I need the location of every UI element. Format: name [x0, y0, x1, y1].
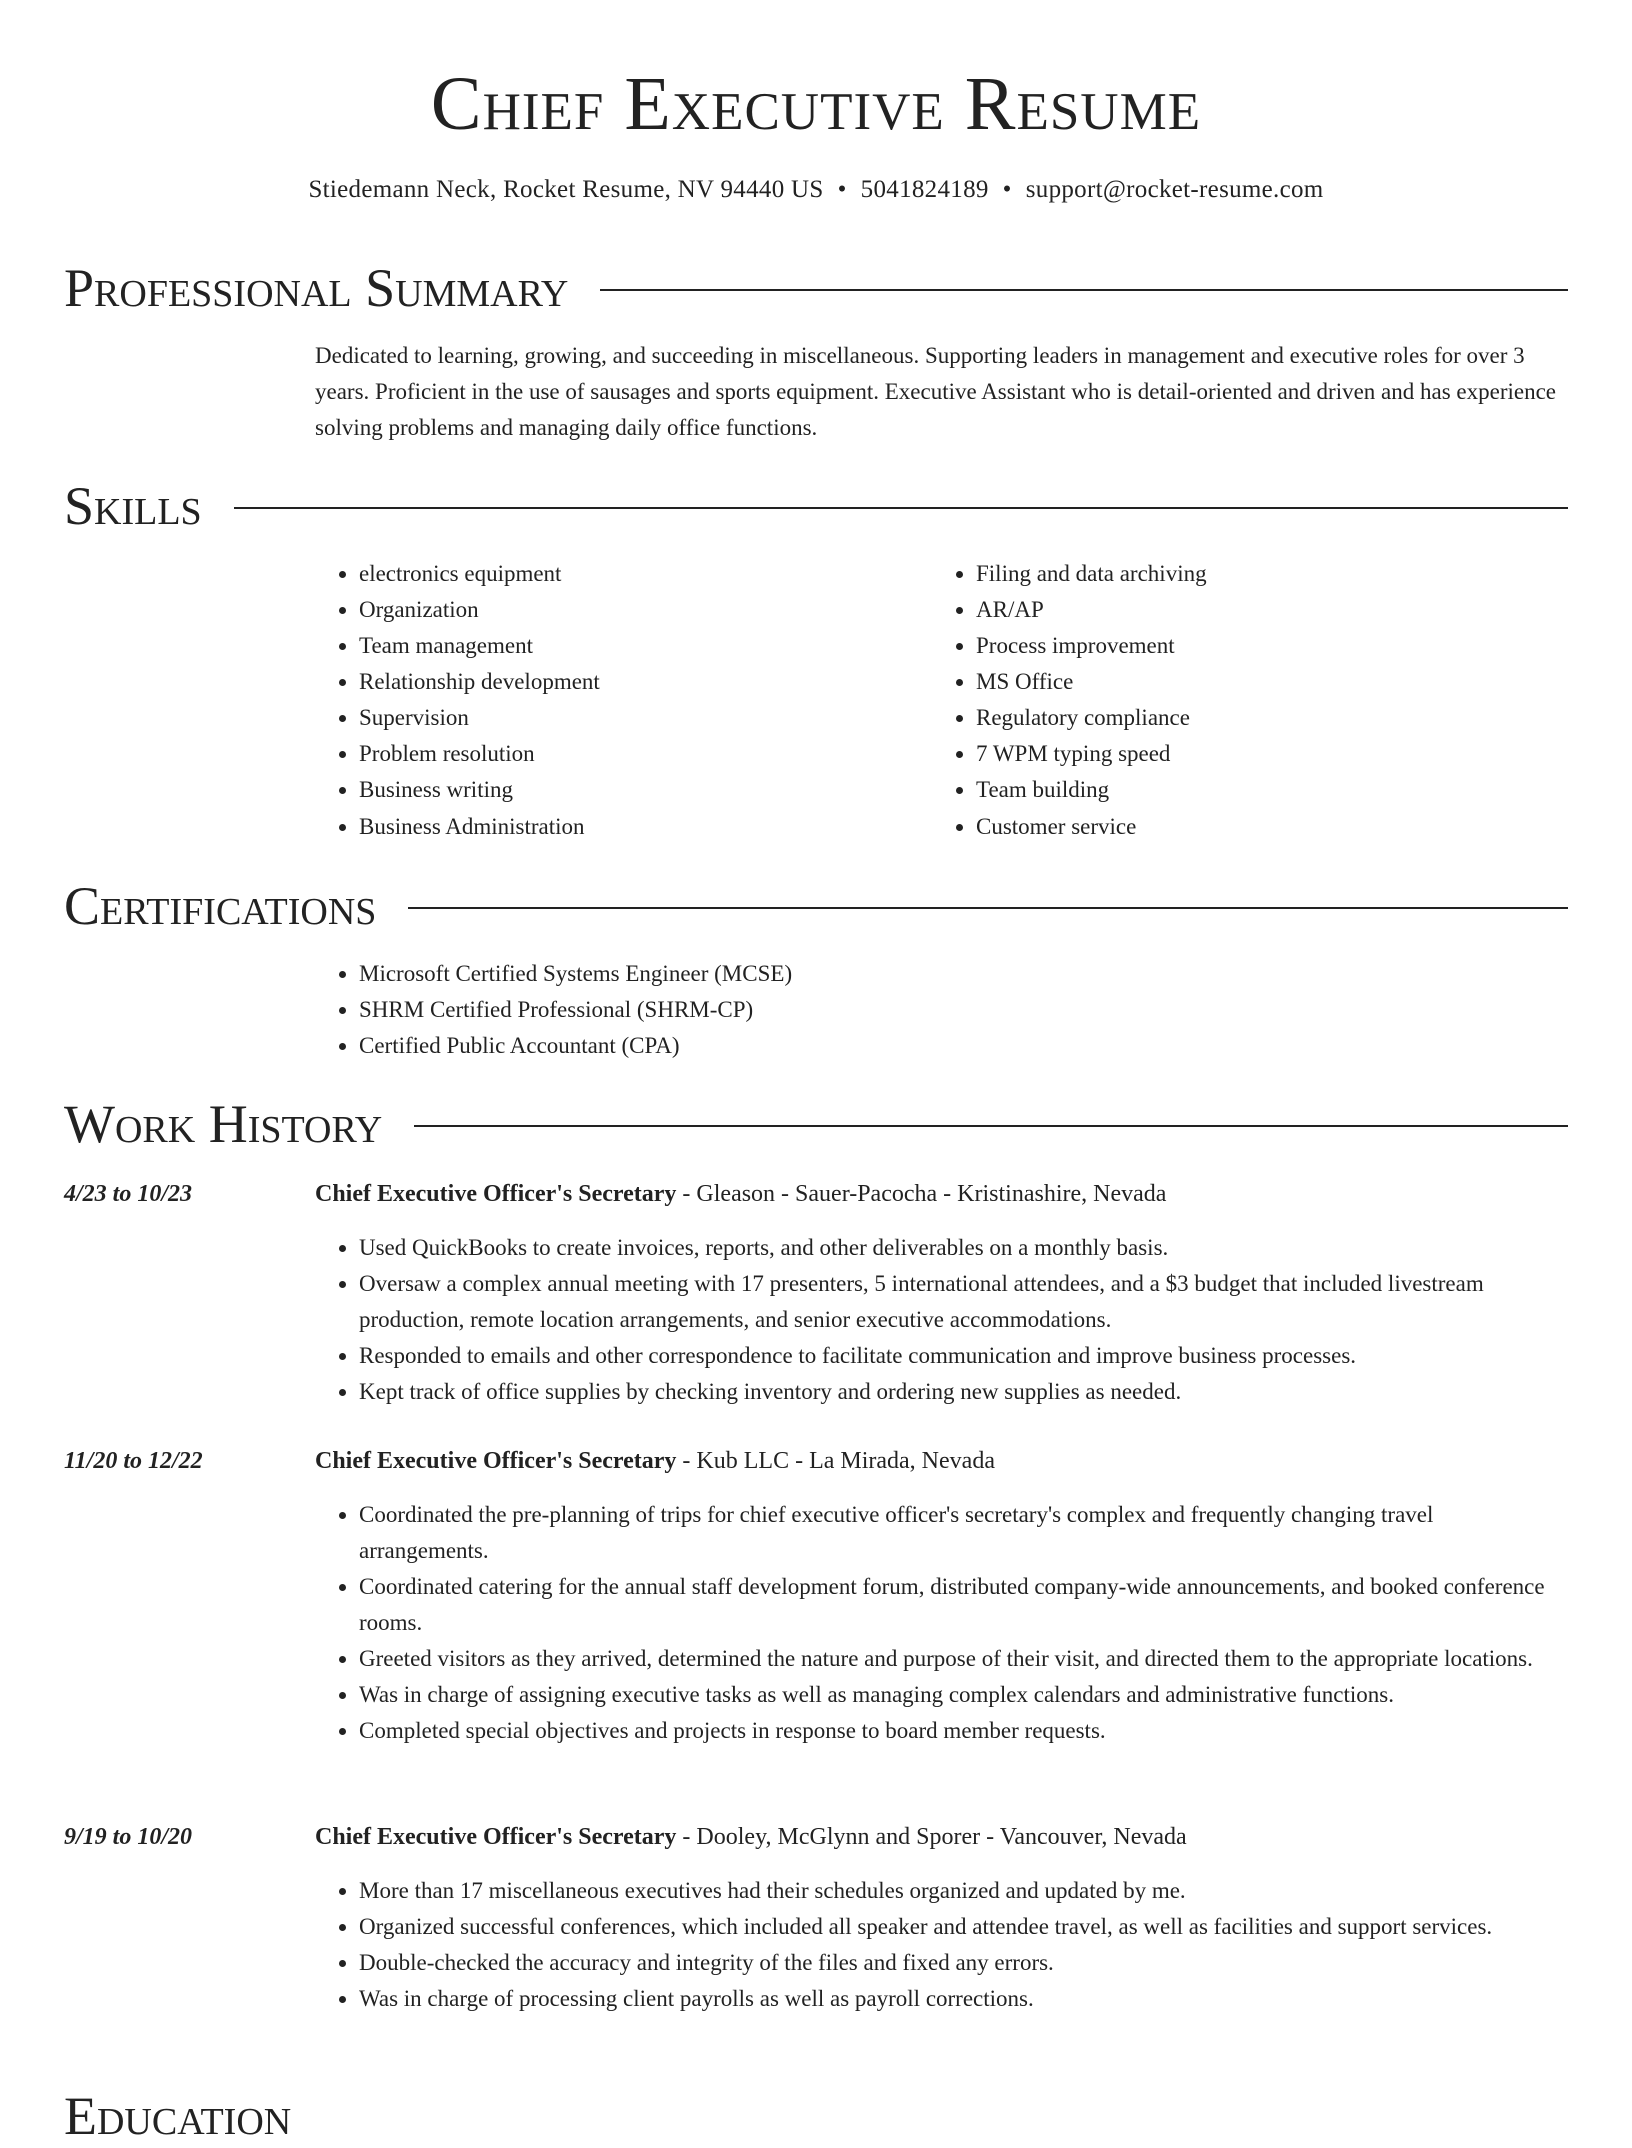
certification-item: • Certified Public Accountant (CPA): [359, 1028, 1568, 1064]
certifications-list: [315, 956, 1568, 1064]
section-header-work-history: [64, 1092, 1568, 1156]
section-divider: [600, 289, 1568, 291]
job-title: Chief Executive Officer's Secretary: [315, 1448, 677, 1474]
job-duties: [315, 1873, 1568, 2017]
skill-item: • Supervision: [359, 700, 932, 736]
contact-email: support@rocket-resume.com: [1025, 176, 1324, 203]
section-title-work-history: Work History: [64, 1094, 383, 1154]
skill-item: • MS Office: [976, 664, 1549, 700]
job-duty-item: • Completed special objectives and projects in response to board member requests.: [359, 1713, 1568, 1749]
skills-column-left: [315, 556, 932, 845]
skills-list: [315, 556, 1568, 845]
certification-item: • SHRM Certified Professional (SHRM-CP): [359, 992, 1568, 1028]
contact-separator: •: [837, 176, 847, 203]
summary-text: Dedicated to learning, growing, and succeeding in miscellaneous. Supporting leaders in management and executive roles for over 3 years. Proficient in the use of sausages and sports equipment. Executive Assistant who is detail-oriented and driven and has experience solving problems and managing daily office functions.: [315, 343, 1557, 440]
skill-item: • Customer service: [976, 809, 1549, 845]
section-header-certifications: [64, 874, 1568, 938]
job-company: - Gleason - Sauer-Pacocha - Kristinashire, Nevada: [676, 1181, 1167, 1207]
job-company: - Dooley, McGlynn and Sporer - Vancouver, Nevada: [676, 1824, 1187, 1850]
section-title-skills: Skills: [64, 476, 202, 536]
section-header-skills: [64, 474, 1568, 538]
job-duties: [315, 1497, 1568, 1749]
skill-item: • Organization: [359, 592, 932, 628]
skill-item: • Relationship development: [359, 664, 932, 700]
job-duty-item: • Was in charge of processing client payrolls as well as payroll corrections.: [359, 1981, 1568, 2017]
skill-item: • Process improvement: [976, 628, 1549, 664]
section-divider: [414, 1125, 1568, 1127]
job-duty-item: • Responded to emails and other correspondence to facilitate communication and improve business processes.: [359, 1338, 1568, 1374]
job-company: - Kub LLC - La Mirada, Nevada: [676, 1448, 995, 1474]
job-duty-item: • Used QuickBooks to create invoices, reports, and other deliverables on a monthly basis.: [359, 1230, 1568, 1266]
certification-item: • Microsoft Certified Systems Engineer (MCSE): [359, 956, 1568, 992]
section-header-summary: [64, 256, 1568, 320]
job-dates: 11/20 to 12/22: [64, 1448, 203, 1474]
job-dates: 4/23 to 10/23: [64, 1181, 193, 1207]
job-duty-item: • Was in charge of assigning executive tasks as well as managing complex calendars and administrative functions.: [359, 1677, 1568, 1713]
skills-column-right: [932, 556, 1549, 845]
job-title: Chief Executive Officer's Secretary: [315, 1181, 677, 1207]
section-title-certifications: Certifications: [64, 876, 377, 936]
job-heading: [315, 1176, 1166, 1212]
job-duty-item: • Greeted visitors as they arrived, determined the nature and purpose of their visit, and directed them to the appropriate locations.: [359, 1641, 1568, 1677]
job-duty-item: • Organized successful conferences, which included all speaker and attendee travel, as well as facilities and support services.: [359, 1909, 1568, 1945]
job-dates: 9/19 to 10/20: [64, 1824, 193, 1850]
skill-item: • Business writing: [359, 772, 932, 808]
skill-item: • Business Administration: [359, 809, 932, 845]
job-heading: [315, 1443, 995, 1479]
contact-phone: 5041824189: [860, 176, 989, 203]
job-duty-item: • Oversaw a complex annual meeting with 17 presenters, 5 international attendees, and a $3 budget that included livestream production, remote location arrangements, and senior executive accommodations.: [359, 1266, 1568, 1338]
skill-item: • 7 WPM typing speed: [976, 736, 1549, 772]
section-header-education: [64, 2084, 1568, 2148]
skill-item: • Team management: [359, 628, 932, 664]
skill-item: • Regulatory compliance: [976, 700, 1549, 736]
section-divider: [408, 907, 1568, 909]
skill-item: • Filing and data archiving: [976, 556, 1549, 592]
contact-address: Stiedemann Neck, Rocket Resume, NV 94440 US: [308, 176, 824, 203]
job-duties: [315, 1230, 1568, 1410]
section-title-education: Education: [64, 2086, 292, 2146]
contact-separator: •: [1002, 176, 1012, 203]
resume-title: Chief Executive Resume: [430, 62, 1202, 146]
job-duty-item: • Double-checked the accuracy and integrity of the files and fixed any errors.: [359, 1945, 1568, 1981]
job-duty-item: • Coordinated catering for the annual staff development forum, distributed company-wide announcements, and booked conference rooms.: [359, 1569, 1568, 1641]
section-title-summary: Professional Summary: [64, 258, 569, 318]
skill-item: • Problem resolution: [359, 736, 932, 772]
skill-item: • AR/AP: [976, 592, 1549, 628]
contact-line: [0, 174, 1632, 206]
job-title: Chief Executive Officer's Secretary: [315, 1824, 677, 1850]
job-duty-item: • Coordinated the pre-planning of trips for chief executive officer's secretary's complex and frequently changing travel arrangements.: [359, 1497, 1568, 1569]
skill-item: • electronics equipment: [359, 556, 932, 592]
skill-item: • Team building: [976, 772, 1549, 808]
section-divider: [234, 507, 1568, 509]
job-duty-item: • More than 17 miscellaneous executives had their schedules organized and updated by me.: [359, 1873, 1568, 1909]
job-heading: [315, 1819, 1187, 1855]
job-duty-item: • Kept track of office supplies by checking inventory and ordering new supplies as needed.: [359, 1374, 1568, 1410]
